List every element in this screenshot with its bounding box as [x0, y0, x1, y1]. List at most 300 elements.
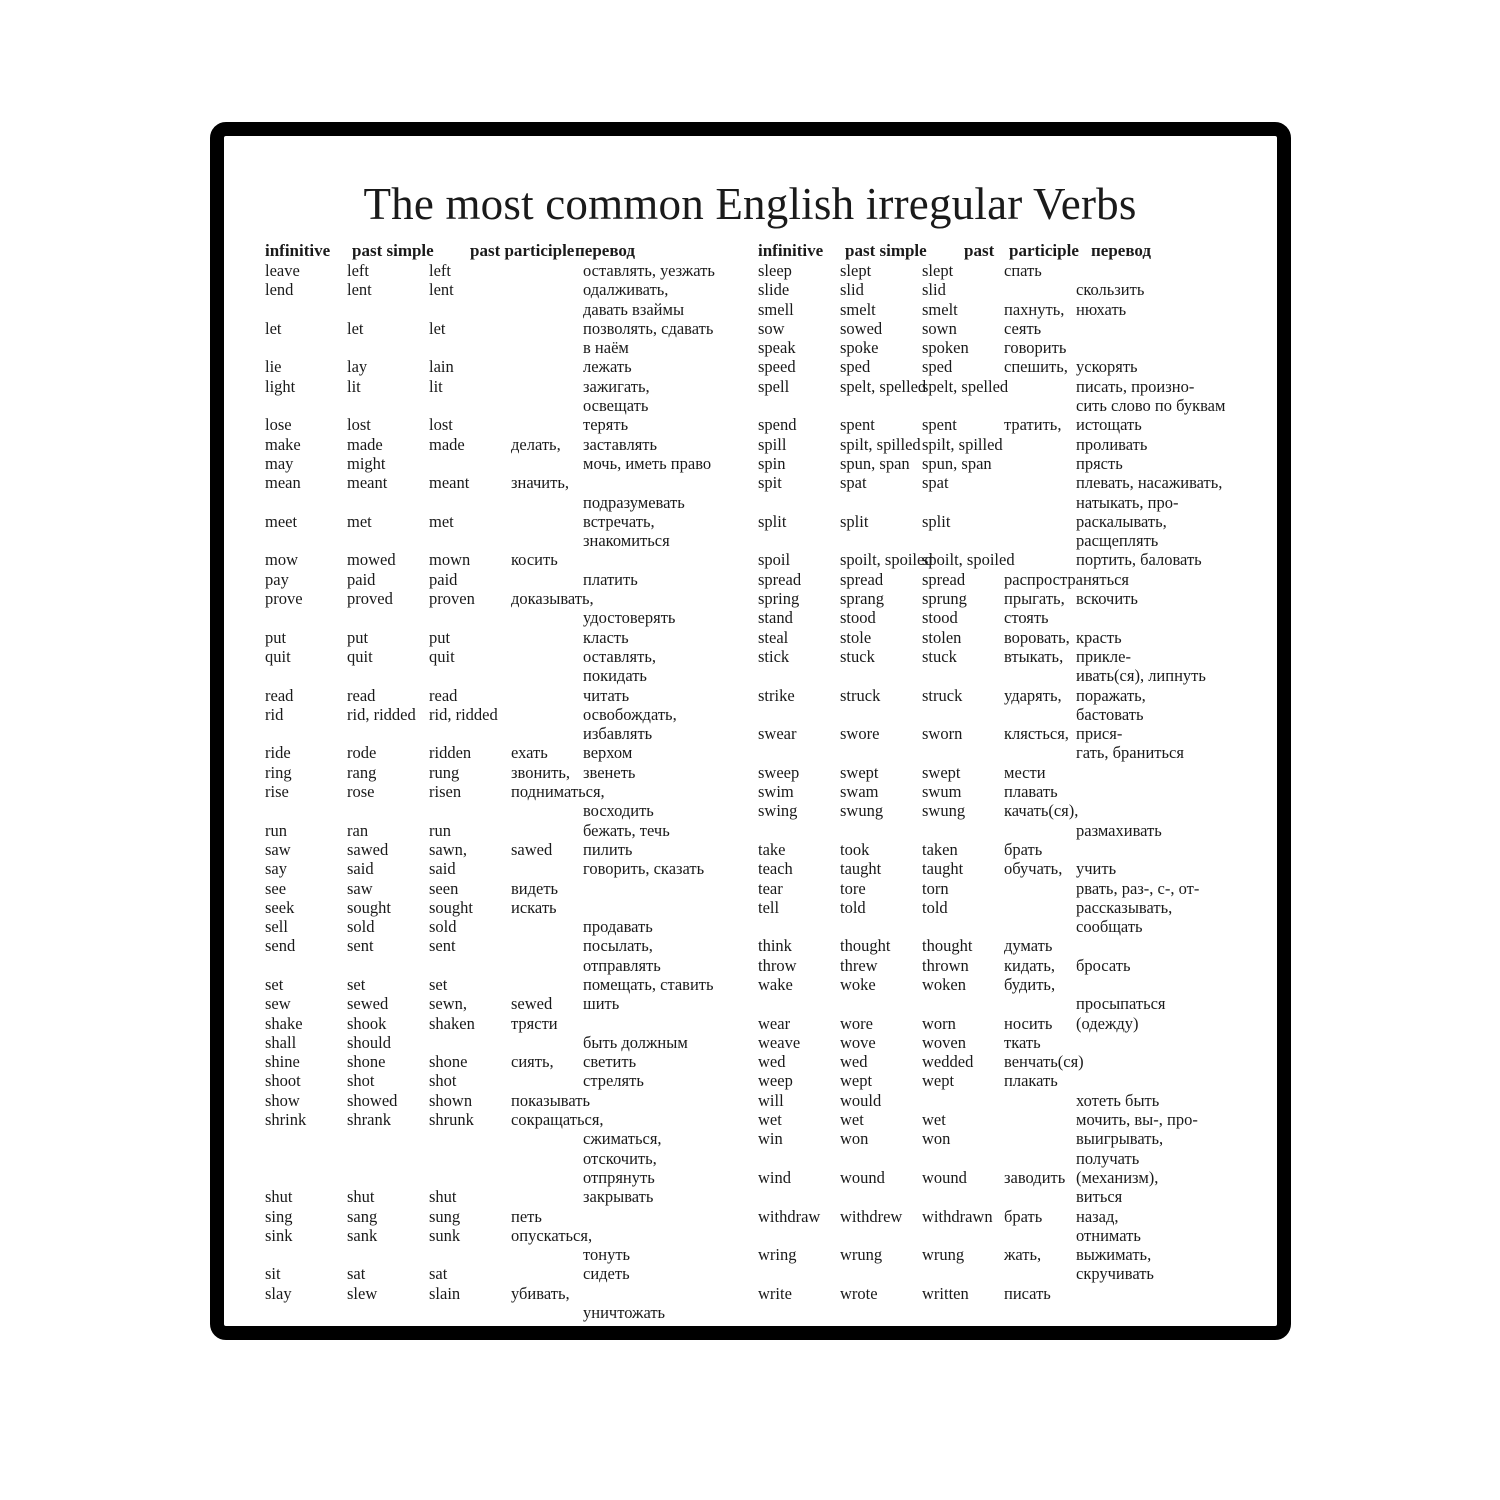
cell-infinitive: lend — [265, 280, 294, 300]
cell-past-simple: might — [347, 453, 386, 473]
cell-past-simple: spat — [840, 473, 867, 493]
table-row — [758, 1033, 1238, 1052]
cell-past-participle: lost — [429, 415, 453, 435]
cell-translation-b: получать — [1076, 1148, 1140, 1168]
cell-translation-b: закрывать — [583, 1187, 654, 1207]
left-table-body — [265, 261, 745, 1322]
cell-past-simple: spread — [840, 569, 884, 589]
cell-translation-b: звенеть — [583, 762, 636, 782]
table-row — [758, 1226, 1238, 1245]
cell-past-participle: meant — [429, 473, 470, 493]
cell-translation-b: прясть — [1076, 453, 1123, 473]
cell-past-simple: slid — [840, 280, 864, 300]
cell-past-simple: swung — [840, 801, 884, 821]
table-row — [265, 570, 745, 589]
cell-infinitive: lose — [265, 415, 292, 435]
table-row — [758, 1052, 1238, 1071]
cell-past-participle: sat — [429, 1264, 448, 1284]
cell-past-participle: split — [922, 511, 951, 531]
cell-translation-a: спешить, — [1004, 357, 1068, 377]
cell-translation-a: значить, — [511, 473, 569, 493]
table-row — [758, 686, 1238, 705]
cell-translation-a: ехать — [511, 743, 548, 763]
cell-past-participle: wedded — [922, 1052, 974, 1072]
cell-infinitive: say — [265, 859, 287, 879]
cell-translation-b: скручивать — [1076, 1264, 1154, 1284]
cell-translation-b: знакомиться — [583, 531, 670, 551]
cell-past-participle: won — [922, 1129, 951, 1149]
table-row — [265, 686, 745, 705]
cell-infinitive: rid — [265, 704, 284, 724]
cell-infinitive: will — [758, 1090, 784, 1110]
cell-translation-b: лежать — [583, 357, 632, 377]
cell-past-simple: would — [840, 1090, 882, 1110]
cell-translation-a: брать — [1004, 1206, 1043, 1226]
cell-translation-a: ткать — [1004, 1032, 1041, 1052]
table-row — [758, 493, 1238, 512]
cell-infinitive: wring — [758, 1245, 797, 1265]
table-row — [265, 917, 745, 936]
cell-infinitive: tell — [758, 897, 780, 917]
table-row — [265, 1052, 745, 1071]
cell-infinitive: win — [758, 1129, 783, 1149]
cell-past-simple: rode — [347, 743, 377, 763]
cell-translation-b: сообщать — [1076, 917, 1143, 937]
cell-translation-b: красть — [1076, 627, 1122, 647]
cell-past-participle: thought — [922, 936, 973, 956]
right-table-body — [758, 261, 1238, 1303]
cell-past-simple: shook — [347, 1013, 387, 1033]
cell-past-simple: proved — [347, 589, 393, 609]
cell-past-simple: wet — [840, 1110, 864, 1130]
cell-translation-b: хотеть быть — [1076, 1090, 1160, 1110]
table-row — [758, 415, 1238, 434]
cell-translation-a: жать, — [1004, 1245, 1042, 1265]
cell-past-participle: torn — [922, 878, 949, 898]
page-title: The most common English irregular Verbs — [363, 179, 1137, 229]
cell-translation-b: расщеплять — [1076, 531, 1159, 551]
table-row — [265, 435, 745, 454]
cell-past-participle: wound — [922, 1167, 967, 1187]
cell-past-participle: seen — [429, 878, 459, 898]
cell-translation-a: ударять, — [1004, 685, 1062, 705]
table-row — [758, 570, 1238, 589]
table-row — [265, 821, 745, 840]
table-row — [758, 473, 1238, 492]
cell-past-participle: wet — [922, 1110, 946, 1130]
table-row — [758, 512, 1238, 531]
cell-past-participle: wept — [922, 1071, 955, 1091]
cell-translation-b: скользить — [1076, 280, 1145, 300]
cell-infinitive: sink — [265, 1225, 293, 1245]
table-row — [758, 319, 1238, 338]
cell-past-simple: sat — [347, 1264, 366, 1284]
cell-infinitive: light — [265, 376, 296, 396]
cell-translation-a: распространяться — [1004, 569, 1130, 589]
right-table-header — [758, 240, 1238, 261]
cell-past-simple: spun, span — [840, 453, 910, 473]
cell-past-participle: taken — [922, 839, 958, 859]
cell-past-simple: lit — [347, 376, 361, 396]
cell-past-simple: sowed — [840, 318, 883, 338]
cell-past-simple: sang — [347, 1206, 378, 1226]
cell-past-simple: wove — [840, 1032, 876, 1052]
cell-infinitive: take — [758, 839, 786, 859]
cell-infinitive: set — [265, 974, 284, 994]
cell-past-simple: wrote — [840, 1283, 878, 1303]
header-translation: перевод — [575, 241, 636, 260]
cell-past-simple: woke — [840, 974, 876, 994]
cell-translation-a: показывать — [511, 1090, 590, 1110]
cell-past-participle: smelt — [922, 299, 958, 319]
table-row — [758, 1091, 1238, 1110]
cell-infinitive: spit — [758, 473, 782, 493]
cell-translation-b: стрелять — [583, 1071, 644, 1091]
table-row — [758, 647, 1238, 666]
cell-infinitive: sweep — [758, 762, 800, 782]
cell-past-simple: wed — [840, 1052, 868, 1072]
cell-translation-b: класть — [583, 627, 629, 647]
cell-translation-b: виться — [1076, 1187, 1123, 1207]
left-table-header — [265, 240, 745, 261]
cell-translation-b: выигрывать, — [1076, 1129, 1164, 1149]
table-row — [758, 975, 1238, 994]
cell-translation-b: плевать, насаживать, — [1076, 473, 1223, 493]
cell-infinitive: swim — [758, 782, 794, 802]
cell-translation-b: верхом — [583, 743, 633, 763]
cell-infinitive: put — [265, 627, 287, 647]
table-row — [265, 898, 745, 917]
cell-translation-b: позволять, сдавать — [583, 318, 714, 338]
cell-past-simple: took — [840, 839, 870, 859]
cell-infinitive: shall — [265, 1032, 297, 1052]
table-row — [265, 319, 745, 338]
cell-infinitive: wear — [758, 1013, 791, 1033]
table-row — [265, 763, 745, 782]
cell-past-simple: wound — [840, 1167, 885, 1187]
table-row — [758, 994, 1238, 1013]
table-row — [265, 801, 745, 820]
cell-past-simple: split — [840, 511, 869, 531]
cell-translation-b: писать, произно- — [1076, 376, 1195, 396]
cell-translation-b: освещать — [583, 396, 649, 416]
cell-past-simple: slept — [840, 261, 872, 280]
cell-translation-b: сжиматься, — [583, 1129, 662, 1149]
cell-past-simple: thought — [840, 936, 891, 956]
cell-translation-b: платить — [583, 569, 638, 589]
cell-past-simple: stuck — [840, 646, 875, 666]
cell-translation-a: обучать, — [1004, 859, 1063, 879]
cell-translation-b: тонуть — [583, 1245, 631, 1265]
table-row — [265, 280, 745, 299]
table-row — [758, 1129, 1238, 1148]
cell-past-participle: shut — [429, 1187, 457, 1207]
cell-past-participle: spelt, spelled — [922, 376, 1009, 396]
cell-past-simple: read — [347, 685, 376, 705]
table-row — [758, 1110, 1238, 1129]
table-row — [265, 1014, 745, 1033]
cell-translation-b: сить слово по буквам — [1076, 396, 1226, 416]
cell-past-simple: sought — [347, 897, 392, 917]
cell-translation-b: мочить, вы-, про- — [1076, 1110, 1198, 1130]
table-row — [758, 1264, 1238, 1283]
cell-infinitive: let — [265, 318, 282, 338]
table-row — [265, 415, 745, 434]
cell-past-simple: sank — [347, 1225, 378, 1245]
cell-past-simple: rang — [347, 762, 377, 782]
cell-past-participle: shown — [429, 1090, 473, 1110]
cell-translation-a: сиять, — [511, 1052, 554, 1072]
cell-infinitive: spend — [758, 415, 797, 435]
cell-past-simple: ran — [347, 820, 369, 840]
table-row — [265, 512, 745, 531]
cell-past-participle: made — [429, 434, 465, 454]
table-row — [758, 1187, 1238, 1206]
cell-infinitive: rise — [265, 782, 289, 802]
table-row — [758, 840, 1238, 859]
cell-infinitive: lie — [265, 357, 282, 377]
table-row — [758, 300, 1238, 319]
cell-past-simple: sprang — [840, 589, 884, 609]
cell-translation-b: шить — [583, 994, 620, 1014]
table-row — [265, 300, 745, 319]
table-row — [265, 493, 745, 512]
cell-past-simple: lost — [347, 415, 371, 435]
table-row — [758, 801, 1238, 820]
cell-infinitive: mean — [265, 473, 301, 493]
cell-past-participle: proven — [429, 589, 475, 609]
header-past-simple: past simple — [352, 241, 434, 260]
cell-translation-b: просыпаться — [1076, 994, 1166, 1014]
cell-past-participle: spat — [922, 473, 949, 493]
cell-past-simple: lay — [347, 357, 368, 377]
cell-past-participle: spread — [922, 569, 966, 589]
cell-past-simple: wore — [840, 1013, 873, 1033]
cell-infinitive: sew — [265, 994, 291, 1014]
cell-past-participle: sold — [429, 917, 457, 937]
header-past-participle: past participle — [470, 241, 575, 260]
cell-infinitive: spill — [758, 434, 787, 454]
cell-infinitive: sow — [758, 318, 785, 338]
table-row — [265, 956, 745, 975]
table-row — [265, 1110, 745, 1129]
cell-translation-b: зажигать, — [583, 376, 650, 396]
left-verb-table — [265, 240, 745, 1322]
header-translation: перевод — [1091, 241, 1152, 260]
cell-past-simple: spent — [840, 415, 875, 435]
table-row — [265, 261, 745, 280]
cell-translation-b: отправлять — [583, 955, 661, 975]
cell-past-simple: sped — [840, 357, 871, 377]
table-row — [265, 975, 745, 994]
cell-translation-b: рассказывать, — [1076, 897, 1173, 917]
cell-past-simple: shrank — [347, 1110, 391, 1130]
table-row — [265, 1207, 745, 1226]
cell-past-simple: rose — [347, 782, 375, 802]
table-row — [758, 859, 1238, 878]
cell-past-participle: withdrawn — [922, 1206, 993, 1226]
table-row — [265, 589, 745, 608]
cell-translation-a: звонить, — [511, 762, 570, 782]
table-row — [265, 1245, 745, 1264]
table-row — [758, 782, 1238, 801]
cell-past-simple: tore — [840, 878, 866, 898]
table-row — [265, 1033, 745, 1052]
cell-translation-a: трясти — [511, 1013, 558, 1033]
cell-translation-b: освобождать, — [583, 704, 677, 724]
cell-translation-b: учить — [1076, 859, 1117, 879]
cell-past-participle: sewn, — [429, 994, 468, 1014]
cell-past-simple: quit — [347, 646, 373, 666]
cell-past-participle: swum — [922, 782, 962, 802]
cell-infinitive: wind — [758, 1167, 791, 1187]
table-row — [758, 666, 1238, 685]
header-infinitive: infinitive — [265, 241, 331, 260]
cell-translation-a: sewed — [511, 994, 553, 1014]
table-row — [758, 936, 1238, 955]
cell-past-simple: paid — [347, 569, 376, 589]
cell-translation-b: говорить, сказать — [583, 859, 705, 879]
cell-translation-a: клясться, — [1004, 724, 1069, 744]
cell-infinitive: run — [265, 820, 287, 840]
cell-past-simple: wept — [840, 1071, 873, 1091]
cell-infinitive: sleep — [758, 261, 792, 280]
cell-infinitive: smell — [758, 299, 794, 319]
header-participle: participle — [1009, 241, 1079, 260]
cell-past-simple: shot — [347, 1071, 375, 1091]
table-row — [265, 647, 745, 666]
cell-infinitive: weep — [758, 1071, 793, 1091]
cell-translation-b: натыкать, про- — [1076, 492, 1179, 512]
cell-translation-b: поражать, — [1076, 685, 1146, 705]
cell-past-participle: lent — [429, 280, 454, 300]
cell-infinitive: sit — [265, 1264, 281, 1284]
cell-translation-b: уничтожать — [583, 1303, 666, 1323]
table-row — [758, 743, 1238, 762]
cell-past-participle: stood — [922, 608, 958, 628]
cell-translation-b: давать взаймы — [583, 299, 685, 319]
cell-translation-b: бежать, течь — [583, 820, 670, 840]
cell-translation-a: петь — [511, 1206, 542, 1226]
cell-past-simple: sewed — [347, 994, 389, 1014]
cell-translation-a: воровать, — [1004, 627, 1070, 647]
cell-infinitive: speed — [758, 357, 796, 377]
table-row — [758, 377, 1238, 396]
cell-infinitive: shut — [265, 1187, 293, 1207]
cell-past-participle: spent — [922, 415, 957, 435]
header-infinitive: infinitive — [758, 241, 824, 260]
cell-translation-a: видеть — [511, 878, 559, 898]
cell-translation-b: вскочить — [1076, 589, 1138, 609]
cell-translation-b: избавлять — [583, 724, 653, 744]
cell-infinitive: tear — [758, 878, 783, 898]
cell-past-simple: made — [347, 434, 383, 454]
cell-infinitive: write — [758, 1283, 792, 1303]
cell-translation-b: восходить — [583, 801, 654, 821]
table-row — [758, 763, 1238, 782]
cell-infinitive: swing — [758, 801, 798, 821]
cell-translation-a: плавать — [1004, 782, 1058, 802]
cell-infinitive: sing — [265, 1206, 293, 1226]
table-row — [265, 473, 745, 492]
cell-translation-b: встречать, — [583, 511, 655, 531]
cell-translation-a: прыгать, — [1004, 589, 1065, 609]
cell-past-simple: stood — [840, 608, 876, 628]
cell-translation-b: нюхать — [1076, 299, 1127, 319]
cell-translation-b: сидеть — [583, 1264, 630, 1284]
cell-infinitive: throw — [758, 955, 797, 975]
cell-past-participle: paid — [429, 569, 458, 589]
table-row — [758, 1245, 1238, 1264]
cell-infinitive: swear — [758, 724, 797, 744]
header-past-simple: past simple — [845, 241, 927, 260]
cell-past-participle: sprung — [922, 589, 967, 609]
table-row — [758, 1014, 1238, 1033]
table-row — [265, 1091, 745, 1110]
cell-past-simple: withdrew — [840, 1206, 903, 1226]
cell-translation-b: ускорять — [1076, 357, 1138, 377]
table-row — [265, 994, 745, 1013]
cell-past-participle: spoken — [922, 338, 969, 358]
cell-past-simple: mowed — [347, 550, 396, 570]
cell-past-simple: swam — [840, 782, 879, 802]
cell-translation-b: светить — [583, 1052, 637, 1072]
table-row — [758, 357, 1238, 376]
cell-translation-b: проливать — [1076, 434, 1148, 454]
cell-translation-a: втыкать, — [1004, 646, 1064, 666]
cell-past-participle: shaken — [429, 1013, 475, 1033]
cell-past-participle: worn — [922, 1013, 956, 1033]
cell-past-participle: sung — [429, 1206, 461, 1226]
cell-past-simple: wrung — [840, 1245, 883, 1265]
table-row — [758, 879, 1238, 898]
cell-translation-a: говорить — [1004, 338, 1067, 358]
cell-translation-a: делать, — [511, 434, 561, 454]
cell-translation-b: в наём — [583, 338, 629, 358]
cell-past-participle: shrunk — [429, 1110, 474, 1130]
cell-past-participle: read — [429, 685, 458, 705]
cell-infinitive: sell — [265, 917, 288, 937]
cell-past-simple: left — [347, 261, 369, 280]
cell-translation-b: (механизм), — [1076, 1167, 1159, 1187]
cell-translation-b: гать, браниться — [1076, 743, 1184, 763]
cell-past-participle: put — [429, 627, 451, 647]
cell-past-simple: won — [840, 1129, 869, 1149]
cell-translation-b: прися- — [1076, 724, 1123, 744]
cell-past-simple: sawed — [347, 839, 389, 859]
cell-past-participle: rung — [429, 762, 460, 782]
cell-translation-a: подниматься, — [511, 782, 605, 802]
table-row — [758, 821, 1238, 840]
cell-past-simple: met — [347, 511, 372, 531]
cell-past-simple: shut — [347, 1187, 375, 1207]
cell-past-simple: sold — [347, 917, 375, 937]
table-row — [265, 377, 745, 396]
cell-past-simple: told — [840, 897, 866, 917]
cell-past-simple: sent — [347, 936, 374, 956]
cell-translation-a: мести — [1004, 762, 1046, 782]
cell-past-simple: swept — [840, 762, 879, 782]
cell-translation-a: венчать(ся) — [1004, 1052, 1084, 1072]
cell-infinitive: spin — [758, 453, 786, 473]
cell-past-participle: sworn — [922, 724, 963, 744]
cell-translation-a: косить — [511, 550, 558, 570]
table-row — [758, 1207, 1238, 1226]
cell-infinitive: steal — [758, 627, 789, 647]
table-row — [758, 454, 1238, 473]
cell-infinitive: prove — [265, 589, 303, 609]
cell-translation-a: спать — [1004, 261, 1042, 280]
